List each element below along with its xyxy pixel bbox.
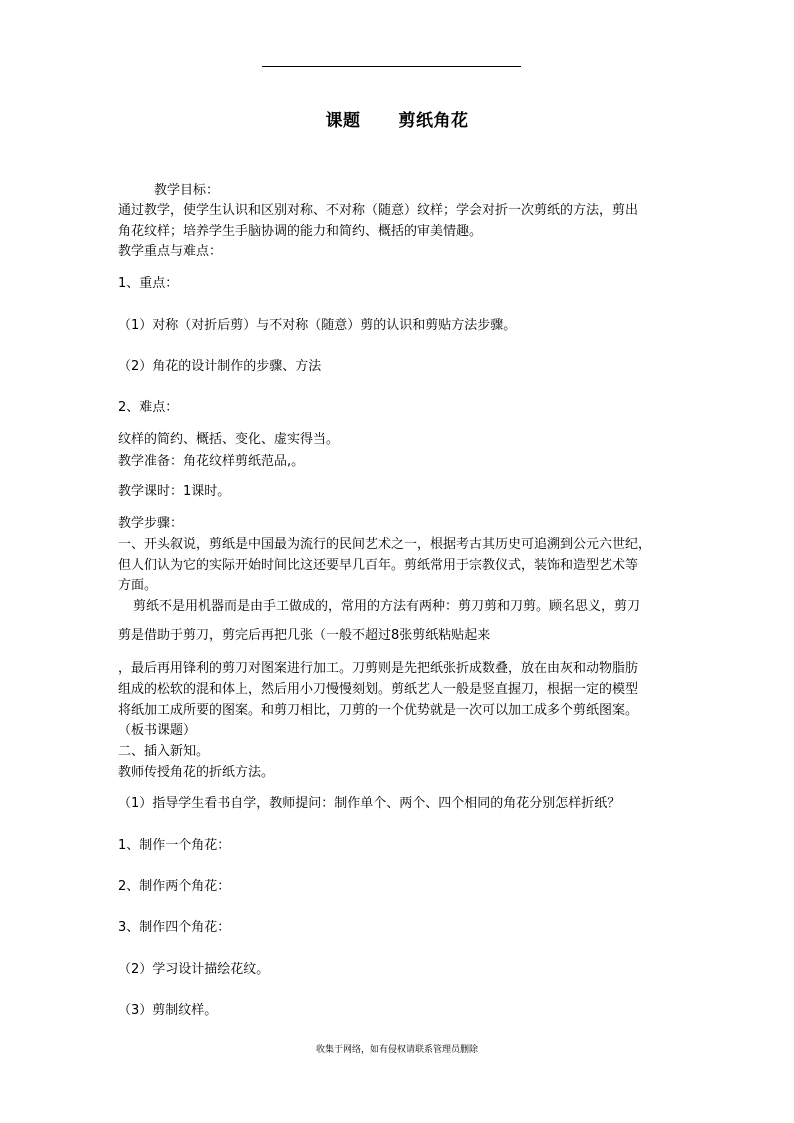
text-line: 1、重点： [118,276,179,291]
text-line: 教学目标： [154,183,220,198]
text-line: 教学课时：1课时。 [118,484,231,499]
text-line: 纹样的简约、概括、变化、虚实得当。 [118,432,340,447]
text-line: 角花纹样；培养学生手脑协调的能力和简约、概括的审美情趣。 [118,224,483,239]
text-line: ，最后再用锋利的剪刀对图案进行加工。刀剪则是先把纸张折成数叠，放在由灰和动物脂肪 [118,661,639,676]
text-line: 将纸加工成所要的图案。和剪刀相比，刀剪的一个优势就是一次可以加工成多个剪纸图案。 [118,703,639,718]
text-line: 剪纸不是用机器而是由手工做成的，常用的方法有两种：剪刀剪和刀剪。顾名思义，剪刀 [133,599,641,614]
text-line: 教学步骤： [118,516,184,531]
text-line: 组成的松软的混和体上，然后用小刀慢慢刻划。剪纸艺人一般是竖直握刀，根据一定的模型 [118,682,639,697]
page-footer: 收集于网络，如有侵权请联系管理员删除 [315,1045,478,1055]
text-line: 2、制作两个角花： [118,879,231,894]
text-line: （2）学习设计描绘花纹。 [118,962,270,977]
text-line: 通过教学，使学生认识和区别对称、不对称（随意）纹样；学会对折一次剪纸的方法，剪出 [118,203,639,218]
text-line: （1）对称（对折后剪）与不对称（随意）剪的认识和剪贴方法步骤。 [118,318,517,333]
text-line: 一、开头叙说，剪纸是中国最为流行的民间艺术之一，根据考古其历史可追溯到公元六世纪， [118,537,652,552]
page-title [0,106,794,131]
text-line: 教学重点与难点： [118,244,223,259]
text-line: 但人们认为它的实际开始时间比这还要早几百年。剪纸常用于宗教仪式，装饰和造型艺术等 [118,558,639,573]
text-line: 1、制作一个角花： [118,838,231,853]
header-rule [262,66,521,67]
text-line: （1）指导学生看书自学，教师提问：制作单个、两个、四个相同的角花分别怎样折纸？ [118,796,621,811]
text-line: 教学准备：角花纹样剪纸范品,。 [118,454,305,469]
text-line: （3）剪制纹样。 [118,1003,218,1018]
text-line: 剪是借助于剪刀，剪完后再把几张（一般不超过8张剪纸粘贴起来 [118,628,491,643]
title-main: 剪纸角花 [398,111,469,131]
text-line: 二、插入新知。 [118,744,210,759]
text-line: 方面。 [118,578,158,593]
text-line: （2）角花的设计制作的步骤、方法 [118,359,322,374]
title-prefix: 课题 [325,111,361,131]
text-line: （板书课题） [118,723,197,738]
text-line: 教师传授角花的折纸方法。 [118,765,275,780]
text-line: 2、难点： [118,400,179,415]
text-line: 3、制作四个角花： [118,920,231,935]
